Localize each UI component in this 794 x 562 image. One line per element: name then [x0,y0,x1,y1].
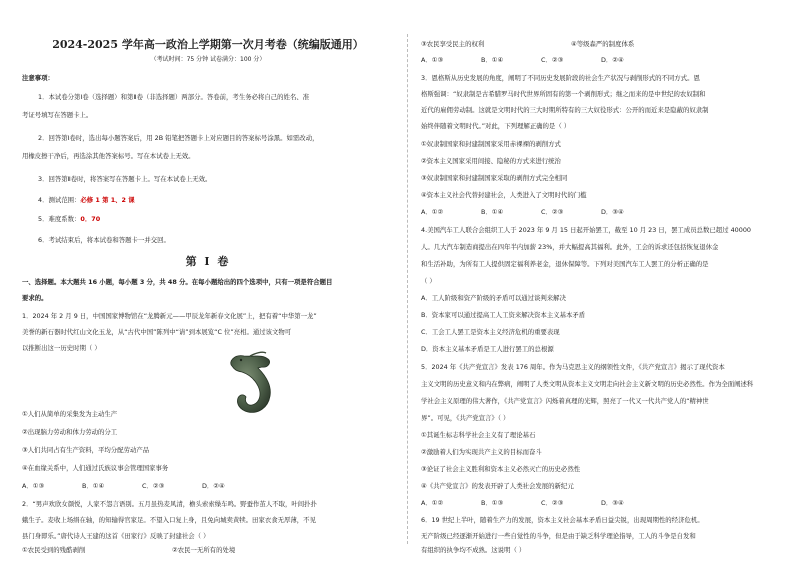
notes-heading: 注意事项： [22,74,54,82]
q6-stem-line-3: 有组织的执争均不成熟。这说明（ ） [421,546,526,554]
q5-choice-b: B．①③ [481,499,504,507]
note-5-label: 5．难度系数： [38,215,81,223]
q5-stem-line-1: 5．2024 年《共产党宣言》发表 176 周年。作为马克思主义的纲领性文件，《共产党宣言》揭示了现代资本 [421,363,725,371]
q2-option-3: ③农民享受民主的权利 [421,40,485,48]
q3-choice-a: A．①② [421,208,444,216]
note-1-line-2: 考证号填写在答题卡上。 [22,111,93,119]
note-6: 6．考试结束后，将本试卷和答题卡一并交回。 [38,236,170,244]
q5-option-2: ②激励着人们为实现共产主义的目标而奋斗 [421,448,542,456]
q5-choice-d: D．③④ [601,499,624,507]
q2-stem-line-3: 县门身即乐。”唐代诗人王建的这首《田家行》反映了封建社会（ ） [22,532,210,540]
exam-title: 2024-2025 学年高一政治上学期第一次月考卷（统编版通用） [52,38,364,51]
q1-choice-c: C．②③ [142,482,165,490]
q4-stem-line-2: 人。几大汽车制造商提出在四年半内加薪 23%，并大幅提高其福利。此外，工会的诉求还包括恢复退休金 [421,243,719,251]
q1-choice-b: B．①④ [82,482,105,490]
note-2-line-1: 2．回答第Ⅰ卷时，选出每小题答案后，用 2B 铅笔把答题卡上对应题目的答案标号涂黑。如需改动， [38,134,319,142]
section-title: 第 Ⅰ 卷 [185,255,231,268]
q1-option-2: ②出现脑力劳动和体力劳动的分工 [22,428,118,436]
q3-option-2: ②资本主义国家采用间接、隐秘的方式来进行统治 [421,157,561,165]
note-4-label: 4．测试范围： [38,196,81,204]
q5-option-1: ①其诞生标志科学社会主义有了理论基石 [421,431,536,439]
q4-stem-line-1: 4.美国汽车工人联合会组织工人于 2023 年 9 月 15 日起开始罢工，截至 10 月 23 日，罢工成员总数已超过 40000 [421,226,751,234]
q3-stem-line-1: 3．恩格斯从历史发展的角度，阐明了不同历史发展阶段的社会生产状况与剥削形式的不同方式。恩 [421,74,700,82]
q2-options-row-2 [421,38,793,51]
note-5-value: 0．70 [80,215,101,223]
q2-choice-a: A．①③ [421,56,444,64]
q3-stem-line-2: 格斯强调：“奴隶制是古希腊罗马时代世界所固有的第一个剥削形式；继之而来的是中世纪的农奴制和 [421,90,706,98]
q4-option-c: C．工会工人罢工是资本主义经济危机的重要表现 [421,328,560,336]
q4-stem-line-4: （ ） [421,277,436,285]
note-1-line-1: 1．本试卷分第Ⅰ卷（选择题）和第Ⅱ卷（非选择题）两部分。答卷前，考生务必将自己的姓名、准 [38,93,310,101]
exam-subtitle: （考试时间：75 分钟 试卷满分：100 分） [150,56,266,63]
q1-choice-d: D．②④ [202,482,225,490]
q4-option-d: D．资本主义基本矛盾是工人进行罢工的总根源 [421,345,554,353]
q5-choice-c: C．②③ [541,499,564,507]
right-column [421,28,793,554]
q3-choice-c: C．②③ [541,208,564,216]
q2-stem-line-2: 蛾生子。麦收上场绢在轴，的知输得官家足。不望入口复上身，且免向城卖黄犊。田家衣食无厚薄，不见 [22,516,316,524]
q1-choice-a: A．①③ [22,482,45,490]
q5-choices [421,497,793,510]
q3-choices [421,206,793,219]
q3-choice-b: B．①④ [481,208,504,216]
q2-option-4: ④等级森严的制度体系 [571,40,635,48]
q5-choice-a: A．①② [421,499,444,507]
q3-stem-line-4: 始终伴随着文明时代。”对此，下列理解正确的是（ ） [421,122,571,130]
column-divider [407,34,408,544]
q2-choice-b: B．①④ [481,56,504,64]
q3-choice-d: D．③④ [601,208,624,216]
q6-stem-line-1: 6．19 世纪上半叶，随着生产力的发展，资本主义社会基本矛盾日益尖锐，出现周期性的经济危机。 [421,516,704,524]
q2-choice-c: C．②③ [541,56,564,64]
q6-stem-line-2: 无产阶级已经逐渐开始进行一些自觉性的斗争，但是由于缺乏科学理论指导，工人的斗争是自发和 [421,532,696,540]
q2-option-2: ②农民一无所有的处境 [172,546,236,554]
q1-stem-line-1: 1．2024 年 2 月 9 日，中国国家博物馆在“龙腾新元——甲辰龙年新春文化展”上，把有着“中华第一龙” [22,312,317,320]
q1-option-3: ③人们共同占有生产资料，平均分配劳动产品 [22,446,150,454]
note-3: 3．回答第Ⅱ卷时，将答案写在答题卡上。写在本试卷上无效。 [38,175,212,183]
q2-choice-d: D．②④ [601,56,624,64]
note-2-line-2: 用橡皮擦干净后，再选涂其他答案标号。写在本试卷上无效。 [22,152,195,160]
q1-option-4: ④在血缘关系中，人们通过氏族议事会管理国家事务 [22,464,169,472]
q2-option-1: ①农民受到的残酷剥削 [22,546,86,554]
q5-stem-line-3: 学社会主义原理的伟大著作，《共产党宣言》闪烁着真理的光辉，照亮了一代又一代共产党人的“精神世 [421,397,709,405]
section-header-line-1: 一、选择题。本大题共 16 小题，每小题 3 分，共 48 分。在每小题给出的四个选项中，只有一项是符合题目 [22,278,333,286]
q4-option-b: B．资本家可以通过提高工人工资来解决资本主义基本矛盾 [421,311,586,319]
q2-options-row [22,544,394,557]
q1-choices [22,480,394,493]
note-4-value: 必修 1 第 1、2 课 [80,196,135,204]
q3-option-3: ③奴隶制国家和封建制国家采取的剥削方式完全相同 [421,174,568,182]
q5-option-3: ③论证了社会主义胜利和资本主义必然灭亡的历史必然性 [421,465,581,473]
q3-option-1: ①奴隶制国家和封建制国家采用赤裸裸的剥削方式 [421,140,561,148]
q4-stem-line-3: 和生活补助，为所有工人提供固定福利养老金，退休保障等。下列对美国汽车工人罢工的分析正确的是 [421,260,709,268]
note-4 [22,194,394,207]
q5-stem-line-4: 界”。可见，《共产党宣言》（ ） [421,414,510,422]
q5-stem-line-2: 主义文明的历史意义和内在弊病，阐明了人类文明从资本主义文明走向社会主义新文明的历史必然性。作为全面阐述科 [421,380,754,388]
q4-option-a: A．工人阶级和资产阶级的矛盾可以通过谈判来解决 [421,294,566,302]
q1-stem-line-3: 以推断出这一历史时期（ ） [22,344,101,352]
q1-option-1: ①人们从简单的采集发为主动生产 [22,410,118,418]
left-column [22,28,394,554]
q2-choices [421,54,793,67]
q3-option-4: ④资本主义社会代替封建社会，人类进入了文明时代的门槛 [421,191,587,199]
q3-stem-line-3: 近代的雇佣劳动制。这就是文明时代的三大时期所特有的三大奴役形式：公开的而近来是隐蔽的奴隶制 [421,106,709,114]
q1-stem-line-2: 美誉的新石器时代红山文化玉龙，从“古代中国”陈列中“请”到本展览“C 位”亮相。通过该文物可 [22,328,292,336]
q2-stem-line-1: 2．“男声欢欣女颜悦，人家不怨言语别。五月虽热麦风清，檐头索索缲车鸣。野蚕作茧人不取，叶间扑扑 [22,500,317,508]
section-header-line-2: 要求的。 [22,294,48,302]
note-5 [22,213,394,226]
q5-option-4: ④《共产党宣言》的发表开辟了人类社会发展的新纪元 [421,482,574,490]
